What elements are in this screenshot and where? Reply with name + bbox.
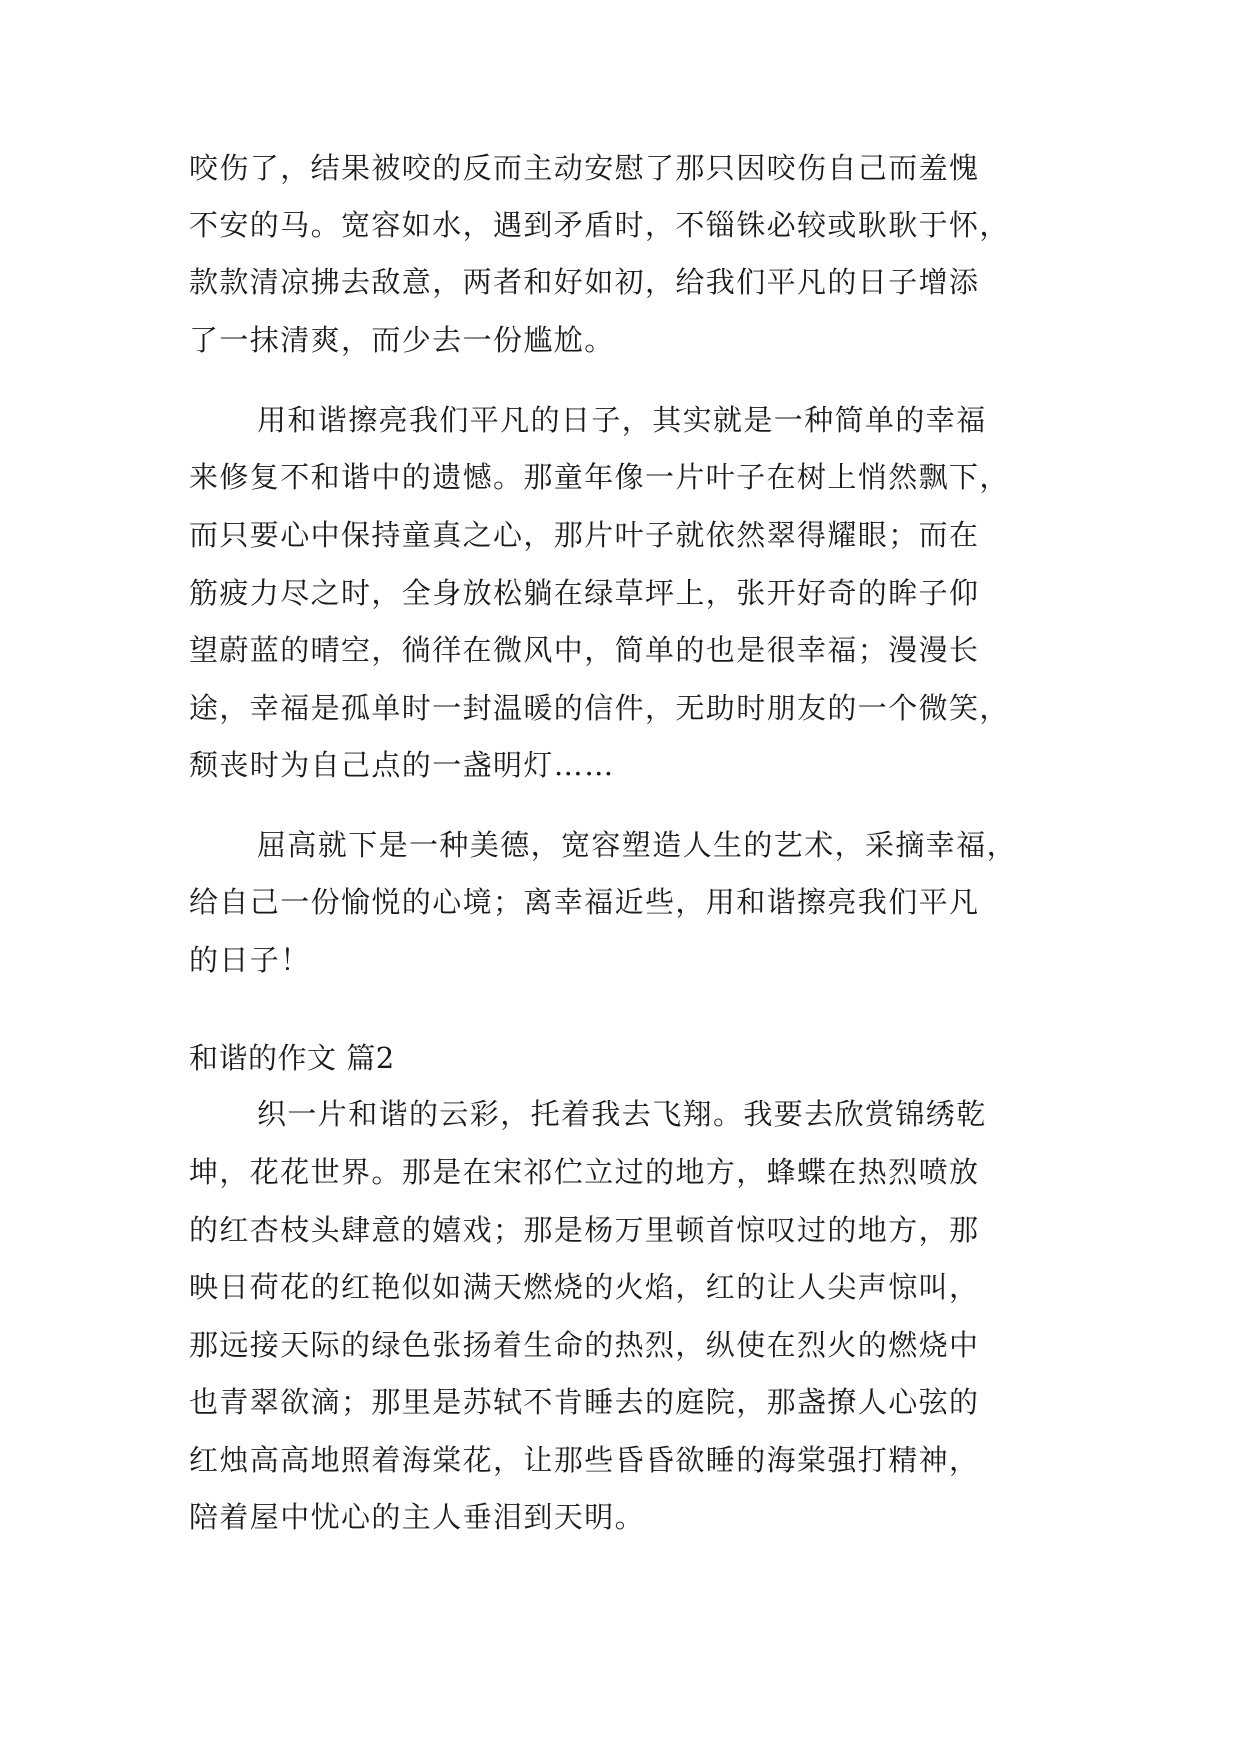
text-line: 映日荷花的红艳似如满天燃烧的火焰，红的让人尖声惊叫， — [189, 1270, 980, 1304]
text-line: 颓丧时为自己点的一盏明灯…… — [189, 748, 615, 782]
paragraph-first-line: 屈高就下是一种美德，宽容塑造人生的艺术，采摘幸福， — [257, 828, 1018, 862]
text-line: 咬伤了，结果被咬的反而主动安慰了那只因咬伤自己而羞愧 — [189, 151, 980, 185]
text-line: 那远接天际的绿色张扬着生命的热烈，纵使在烈火的燃烧中 — [189, 1328, 980, 1362]
text-line: 款款清凉拂去敌意，两者和好如初，给我们平凡的日子增添 — [189, 265, 980, 299]
text-line: 而只要心中保持童真之心，那片叶子就依然翠得耀眼；而在 — [189, 518, 980, 552]
text-line: 坤，花花世界。那是在宋祁伫立过的地方，蜂蝶在热烈喷放 — [189, 1155, 980, 1189]
text-line: 了一抹清爽，而少去一份尴尬。 — [189, 323, 615, 357]
text-line: 的日子！ — [189, 943, 311, 977]
text-line: 红烛高高地照着海棠花，让那些昏昏欲睡的海棠强打精神， — [189, 1443, 980, 1477]
paragraph-first-line: 用和谐擦亮我们平凡的日子，其实就是一种简单的幸福 — [257, 403, 987, 437]
text-line: 途，幸福是孤单时一封温暖的信件，无助时朋友的一个微笑， — [189, 691, 1010, 725]
text-line: 也青翠欲滴；那里是苏轼不肯睡去的庭院，那盏撩人心弦的 — [189, 1385, 980, 1419]
text-line: 陪着屋中忧心的主人垂泪到天明。 — [189, 1500, 646, 1534]
text-line: 来修复不和谐中的遗憾。那童年像一片叶子在树上悄然飘下， — [189, 460, 1010, 494]
text-line: 给自己一份愉悦的心境；离幸福近些，用和谐擦亮我们平凡 — [189, 885, 980, 919]
paragraph-first-line: 织一片和谐的云彩，托着我去飞翔。我要去欣赏锦绣乾 — [257, 1097, 987, 1131]
text-line: 的红杏枝头肆意的嬉戏；那是杨万里顿首惊叹过的地方，那 — [189, 1213, 980, 1247]
section-heading: 和谐的作文 篇2 — [189, 1041, 395, 1075]
text-line: 望蔚蓝的晴空，徜徉在微风中，简单的也是很幸福；漫漫长 — [189, 633, 980, 667]
text-line: 不安的马。宽容如水，遇到矛盾时，不锱铢必较或耿耿于怀， — [189, 208, 1010, 242]
text-line: 筋疲力尽之时，全身放松躺在绿草坪上，张开好奇的眸子仰 — [189, 576, 980, 610]
